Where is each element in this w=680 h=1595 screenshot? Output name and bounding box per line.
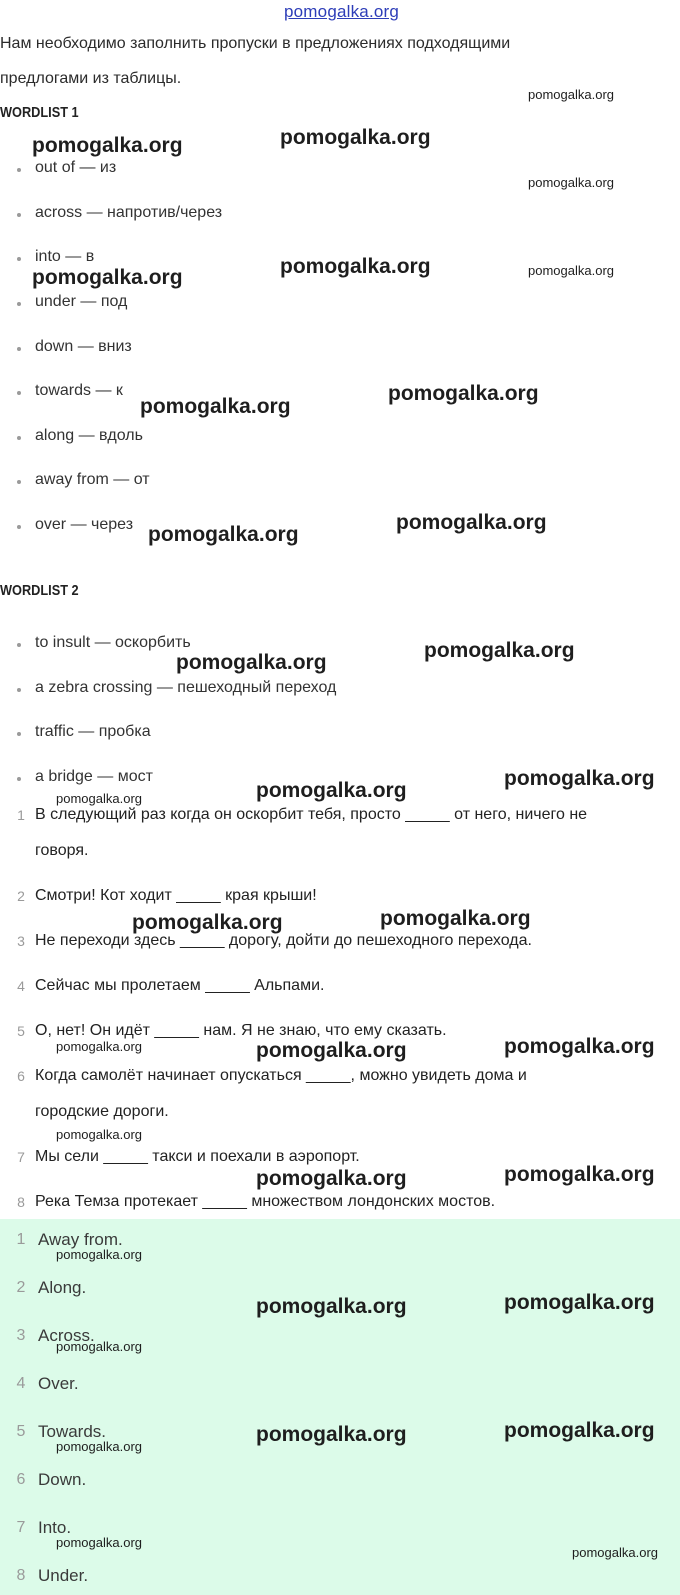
watermark: pomogalka.org	[504, 1291, 655, 1314]
sentence-line: Сейчас мы пролетаем _____ Альпами.	[35, 977, 325, 994]
answer-text: Towards.	[38, 1422, 107, 1441]
watermark: pomogalka.org	[504, 1419, 655, 1442]
answer-number: 1	[16, 1231, 26, 1248]
answer-number: 5	[16, 1423, 26, 1440]
list-item: across — напротив/через	[35, 204, 223, 221]
watermark: pomogalka.org	[32, 134, 183, 157]
answer-text: Across.	[38, 1326, 95, 1345]
watermark: pomogalka.org	[280, 126, 431, 149]
list-item: down — вниз	[35, 338, 132, 355]
watermark: pomogalka.org	[256, 779, 407, 802]
list-item: over — через	[35, 516, 134, 533]
watermark: pomogalka.org	[256, 1423, 407, 1446]
bullet	[17, 436, 21, 440]
answer-text: Under.	[38, 1566, 89, 1585]
watermark: pomogalka.org	[380, 907, 531, 930]
exercise-sentence	[35, 878, 665, 914]
watermark: pomogalka.org	[56, 1339, 142, 1354]
wordlist1-heading: WORDLIST 1	[0, 104, 79, 121]
watermark: pomogalka.org	[504, 1035, 655, 1058]
watermark: pomogalka.org	[256, 1039, 407, 1062]
watermark: pomogalka.org	[56, 1535, 142, 1550]
wordlist2-heading: WORDLIST 2	[0, 582, 79, 599]
answer-text: Into.	[38, 1518, 72, 1537]
bullet	[17, 302, 21, 306]
sentence-line: В следующий раз когда он оскорбит тебя, просто _____ от него, ничего не	[35, 806, 588, 823]
watermark: pomogalka.org	[56, 791, 142, 806]
watermark: pomogalka.org	[56, 1247, 142, 1262]
list-item: away from — от	[35, 471, 150, 488]
bullet	[17, 777, 21, 781]
watermark: pomogalka.org	[388, 382, 539, 405]
watermark: pomogalka.org	[280, 255, 431, 278]
exercise-number: 5	[17, 1023, 25, 1039]
exercise-number: 3	[17, 933, 25, 949]
bullet	[17, 525, 21, 529]
sentence-line: О, нет! Он идёт _____ нам. Я не знаю, что ему сказать.	[35, 1022, 447, 1039]
sentence-line: Когда самолёт начинает опускаться _____, можно увидеть дома и	[35, 1067, 527, 1084]
watermark: pomogalka.org	[504, 1163, 655, 1186]
exercise-sentence	[35, 968, 665, 1004]
sentence-line: Река Темза протекает _____ множеством лондонских мостов.	[35, 1193, 496, 1210]
sentence-line: Смотри! Кот ходит _____ края крыши!	[35, 887, 317, 904]
watermark: pomogalka.org	[56, 1439, 142, 1454]
bullet	[17, 732, 21, 736]
watermark: pomogalka.org	[572, 1545, 658, 1560]
answer-text: Away from.	[38, 1230, 123, 1249]
answer-text: Along.	[38, 1278, 87, 1297]
bullet	[17, 480, 21, 484]
watermark: pomogalka.org	[528, 87, 614, 102]
bullet	[17, 168, 21, 172]
list-item: traffic — пробка	[35, 723, 151, 740]
watermark: pomogalka.org	[528, 175, 614, 190]
intro-line-2: предлогами из таблицы.	[0, 70, 182, 87]
bullet	[17, 643, 21, 647]
exercise-sentence	[35, 797, 665, 869]
exercise-sentence	[35, 1058, 665, 1130]
list-item: a bridge — мост	[35, 768, 153, 785]
watermark: pomogalka.org	[256, 1295, 407, 1318]
sentence-line: Не переходи здесь _____ дорогу, дойти до пешеходного перехода.	[35, 932, 532, 949]
exercise-number: 4	[17, 978, 25, 994]
answer-number: 8	[16, 1567, 26, 1584]
sentence-line: городские дороги.	[35, 1103, 169, 1120]
list-item: a zebra crossing — пешеходный переход	[35, 679, 337, 696]
sentence-line: Мы сели _____ такси и поехали в аэропорт.	[35, 1148, 360, 1165]
watermark: pomogalka.org	[32, 266, 183, 289]
list-item: into — в	[35, 248, 95, 265]
exercise-number: 2	[17, 888, 25, 904]
exercise-number: 1	[17, 807, 25, 823]
exercise-number: 7	[17, 1149, 25, 1165]
answer-number: 2	[16, 1279, 26, 1296]
exercise-number: 8	[17, 1194, 25, 1210]
answer-number: 3	[16, 1327, 26, 1344]
list-item: towards — к	[35, 382, 123, 399]
sentence-line: говоря.	[35, 842, 89, 859]
list-item: under — под	[35, 293, 128, 310]
watermark: pomogalka.org	[504, 767, 655, 790]
bullet	[17, 257, 21, 261]
list-item: to insult — оскорбить	[35, 634, 191, 651]
answer-number: 4	[16, 1375, 26, 1392]
list-item: along — вдоль	[35, 427, 143, 444]
watermark: pomogalka.org	[148, 523, 299, 546]
watermark: pomogalka.org	[132, 911, 283, 934]
bullet	[17, 213, 21, 217]
site-link[interactable]: pomogalka.org	[284, 2, 400, 21]
watermark: pomogalka.org	[56, 1127, 142, 1142]
answer-number: 7	[16, 1519, 26, 1536]
watermark: pomogalka.org	[56, 1039, 142, 1054]
intro-line-1: Нам необходимо заполнить пропуски в предложениях подходящими	[0, 35, 511, 52]
watermark: pomogalka.org	[256, 1167, 407, 1190]
watermark: pomogalka.org	[528, 263, 614, 278]
answer-number: 6	[16, 1471, 26, 1488]
list-item: out of — из	[35, 159, 117, 176]
bullet	[17, 688, 21, 692]
bullet	[17, 391, 21, 395]
watermark: pomogalka.org	[424, 639, 575, 662]
bullet	[17, 347, 21, 351]
exercise-sentence	[35, 923, 665, 959]
watermark: pomogalka.org	[396, 511, 547, 534]
watermark: pomogalka.org	[176, 651, 327, 674]
answer-text: Down.	[38, 1470, 87, 1489]
watermark: pomogalka.org	[140, 395, 291, 418]
exercise-number: 6	[17, 1068, 25, 1084]
answer-text: Over.	[38, 1374, 79, 1393]
